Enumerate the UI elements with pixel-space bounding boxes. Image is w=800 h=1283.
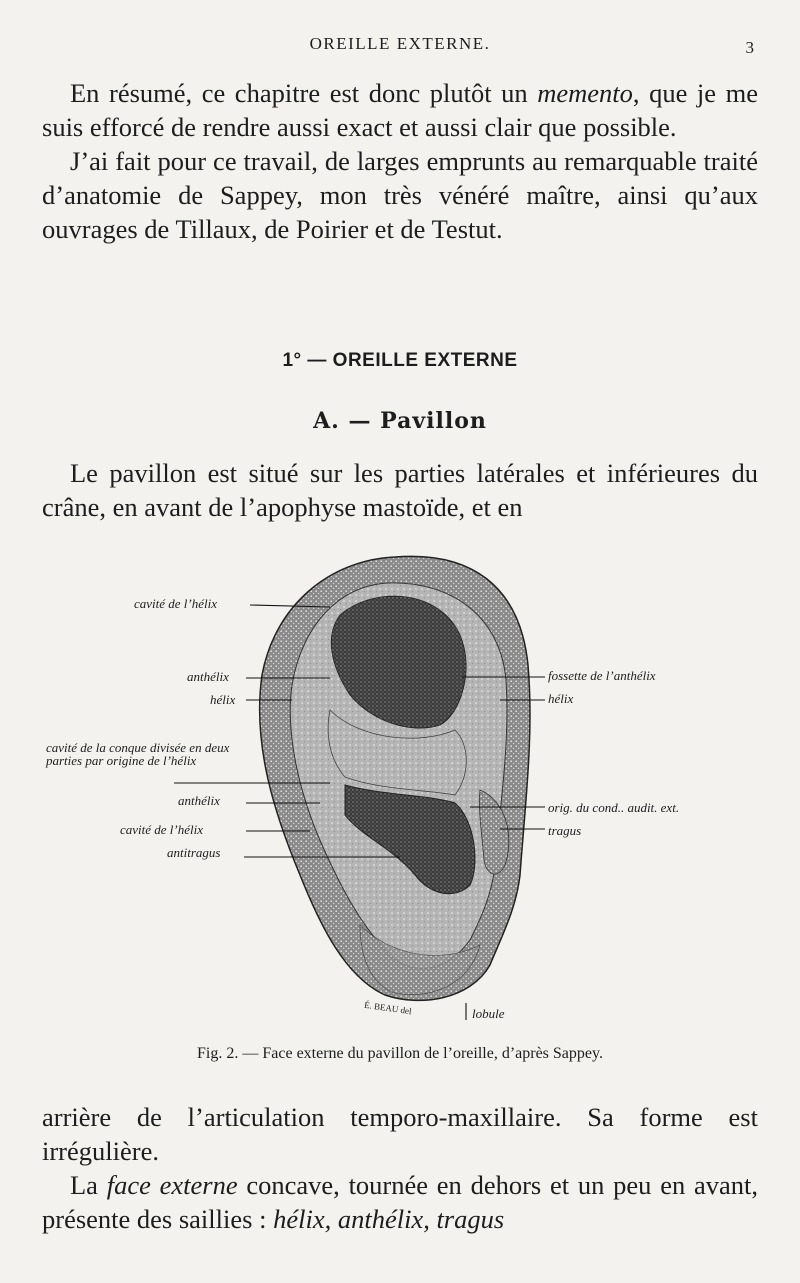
label-cavite-helix-bottom: cavité de l’hélix	[120, 822, 204, 837]
ear-illustration	[0, 545, 800, 1035]
label-origine-conduit: orig. du cond.. audit. ext.	[548, 800, 680, 815]
intro-text	[42, 76, 758, 246]
page-number: 3	[745, 38, 754, 57]
label-anthelix-bottom: anthélix	[178, 793, 220, 808]
label-cavite-conque: cavité de la conque divisée en deux parties par origine de l’hélix	[46, 740, 230, 768]
label-anthelix-top: anthélix	[187, 669, 229, 684]
label-antitragus: antitragus	[167, 845, 221, 860]
ear-figure	[0, 545, 800, 1035]
figure-caption: Fig. 2. — Face externe du pavillon de l’oreille, d’après Sappey.	[197, 1045, 603, 1062]
paragraph-forme: arrière de l’articulation temporo-maxillaire. Sa forme est irrégulière.	[42, 1102, 758, 1166]
paragraph-pavillon: Le pavillon est situé sur les parties latérales et inférieures du crâne, en avant de l’apophyse mastoïde, et en	[42, 458, 758, 522]
pavillon-text-continued	[42, 1100, 758, 1236]
label-cavite-helix-top: cavité de l’hélix	[134, 596, 218, 611]
pavillon-text-start	[42, 456, 758, 524]
label-helix-right: hélix	[548, 691, 574, 706]
engraver-signature: É. BEAU del	[363, 999, 413, 1017]
label-lobule: lobule	[472, 1006, 505, 1021]
subsection-title: A. — Pavillon	[313, 408, 487, 434]
running-head: OREILLE EXTERNE.	[309, 34, 491, 53]
paragraph-face-externe: La face externe concave, tournée en dehors et un peu en avant, présente des saillies : hélix, anthélix, tragus	[42, 1170, 758, 1234]
paragraph-resume: En résumé, ce chapitre est donc plutôt un memento, que je me suis efforcé de rendre aussi exact et aussi clair que possible.	[42, 78, 758, 142]
label-tragus: tragus	[548, 823, 582, 838]
label-fossette-anthelix: fossette de l’anthélix	[548, 668, 656, 683]
label-helix-left: hélix	[210, 692, 236, 707]
paragraph-sources: J’ai fait pour ce travail, de larges emprunts au remarquable traité d’anatomie de Sappey, mon très vénéré maître, ainsi qu’aux ouvrages de Tillaux, de Poirier et de Testut.	[42, 146, 758, 244]
section-title: 1° — OREILLE EXTERNE	[282, 350, 518, 371]
